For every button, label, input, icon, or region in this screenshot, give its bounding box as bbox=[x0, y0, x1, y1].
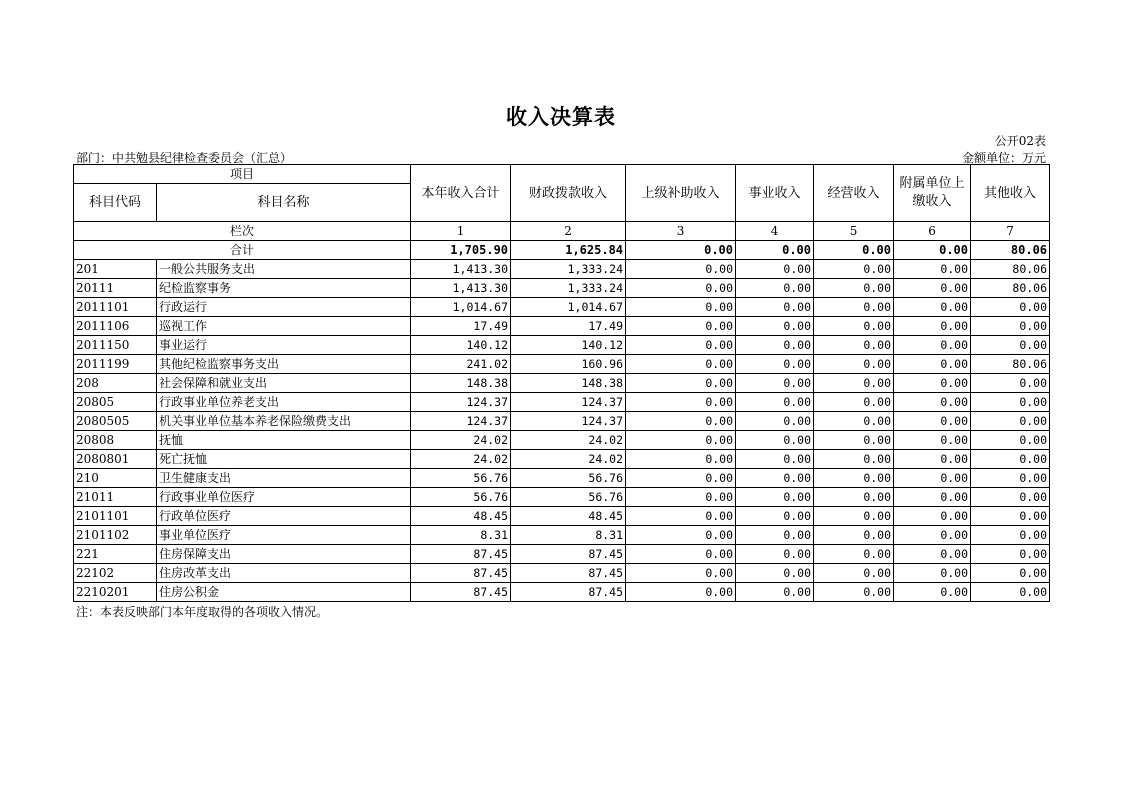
amount-cell: 0.00 bbox=[814, 507, 894, 526]
subject-name: 纪检监察事务 bbox=[157, 279, 411, 298]
amount-cell: 0.00 bbox=[626, 545, 736, 564]
amount-cell: 0.00 bbox=[626, 336, 736, 355]
amount-cell: 0.00 bbox=[894, 469, 971, 488]
subject-name: 事业运行 bbox=[157, 336, 411, 355]
amount-cell: 17.49 bbox=[411, 317, 511, 336]
table-row bbox=[74, 431, 1050, 450]
amount-cell: 0.00 bbox=[894, 488, 971, 507]
amount-cell: 0.00 bbox=[814, 412, 894, 431]
amount-cell: 0.00 bbox=[894, 393, 971, 412]
amount-cell: 0.00 bbox=[814, 564, 894, 583]
amount-cell: 0.00 bbox=[814, 450, 894, 469]
subject-code: 20111 bbox=[74, 279, 157, 298]
amount-cell: 0.00 bbox=[626, 450, 736, 469]
total-value: 80.06 bbox=[971, 241, 1050, 260]
amount-cell: 0.00 bbox=[626, 526, 736, 545]
subject-name: 行政单位医疗 bbox=[157, 507, 411, 526]
subject-name: 抚恤 bbox=[157, 431, 411, 450]
amount-cell: 24.02 bbox=[511, 431, 626, 450]
income-table bbox=[73, 164, 1050, 602]
subject-name: 住房公积金 bbox=[157, 583, 411, 602]
amount-cell: 0.00 bbox=[736, 488, 814, 507]
amount-cell: 0.00 bbox=[736, 298, 814, 317]
header-col-3: 上级补助收入 bbox=[626, 165, 736, 222]
table-row bbox=[74, 298, 1050, 317]
amount-cell: 0.00 bbox=[971, 545, 1050, 564]
subject-code: 2101102 bbox=[74, 526, 157, 545]
table-row bbox=[74, 583, 1050, 602]
amount-cell: 0.00 bbox=[736, 279, 814, 298]
column-number: 5 bbox=[814, 222, 894, 241]
amount-cell: 0.00 bbox=[971, 412, 1050, 431]
amount-cell: 0.00 bbox=[626, 279, 736, 298]
column-number: 3 bbox=[626, 222, 736, 241]
table-row bbox=[74, 374, 1050, 393]
amount-cell: 0.00 bbox=[971, 583, 1050, 602]
amount-cell: 0.00 bbox=[894, 336, 971, 355]
total-value: 1,705.90 bbox=[411, 241, 511, 260]
header-col-6: 附属单位上缴收入 bbox=[894, 165, 971, 222]
amount-cell: 0.00 bbox=[971, 469, 1050, 488]
amount-cell: 124.37 bbox=[411, 412, 511, 431]
subject-name: 死亡抚恤 bbox=[157, 450, 411, 469]
amount-cell: 17.49 bbox=[511, 317, 626, 336]
amount-cell: 140.12 bbox=[411, 336, 511, 355]
amount-cell: 0.00 bbox=[736, 526, 814, 545]
header-name: 科目名称 bbox=[157, 184, 411, 222]
table-row bbox=[74, 393, 1050, 412]
subject-name: 巡视工作 bbox=[157, 317, 411, 336]
amount-cell: 0.00 bbox=[894, 317, 971, 336]
subject-name: 一般公共服务支出 bbox=[157, 260, 411, 279]
amount-cell: 0.00 bbox=[736, 412, 814, 431]
table-row bbox=[74, 279, 1050, 298]
amount-cell: 124.37 bbox=[511, 393, 626, 412]
amount-cell: 56.76 bbox=[511, 488, 626, 507]
total-value: 1,625.84 bbox=[511, 241, 626, 260]
amount-cell: 1,333.24 bbox=[511, 279, 626, 298]
amount-cell: 0.00 bbox=[626, 431, 736, 450]
amount-cell: 0.00 bbox=[736, 431, 814, 450]
amount-cell: 80.06 bbox=[971, 279, 1050, 298]
column-number: 2 bbox=[511, 222, 626, 241]
total-value: 0.00 bbox=[894, 241, 971, 260]
amount-cell: 1,333.24 bbox=[511, 260, 626, 279]
amount-cell: 124.37 bbox=[511, 412, 626, 431]
amount-cell: 0.00 bbox=[971, 317, 1050, 336]
amount-cell: 56.76 bbox=[411, 469, 511, 488]
amount-cell: 0.00 bbox=[736, 374, 814, 393]
subject-code: 208 bbox=[74, 374, 157, 393]
table-row bbox=[74, 450, 1050, 469]
subject-code: 20805 bbox=[74, 393, 157, 412]
header-col-7: 其他收入 bbox=[971, 165, 1050, 222]
amount-cell: 0.00 bbox=[971, 431, 1050, 450]
header-col-5: 经营收入 bbox=[814, 165, 894, 222]
amount-cell: 0.00 bbox=[626, 583, 736, 602]
page-title: 收入决算表 bbox=[506, 105, 616, 129]
table-row bbox=[74, 545, 1050, 564]
subject-code: 21011 bbox=[74, 488, 157, 507]
amount-cell: 0.00 bbox=[894, 355, 971, 374]
table-row bbox=[74, 488, 1050, 507]
amount-cell: 24.02 bbox=[411, 450, 511, 469]
amount-cell: 0.00 bbox=[626, 260, 736, 279]
amount-cell: 148.38 bbox=[411, 374, 511, 393]
column-number: 7 bbox=[971, 222, 1050, 241]
table-row bbox=[74, 469, 1050, 488]
amount-cell: 1,014.67 bbox=[411, 298, 511, 317]
subject-code: 2011199 bbox=[74, 355, 157, 374]
amount-cell: 0.00 bbox=[971, 526, 1050, 545]
amount-cell: 0.00 bbox=[894, 374, 971, 393]
amount-cell: 0.00 bbox=[894, 260, 971, 279]
amount-cell: 0.00 bbox=[736, 583, 814, 602]
column-number-label: 栏次 bbox=[74, 222, 411, 241]
amount-cell: 0.00 bbox=[626, 393, 736, 412]
table-row bbox=[74, 412, 1050, 431]
amount-cell: 80.06 bbox=[971, 260, 1050, 279]
subject-code: 2080505 bbox=[74, 412, 157, 431]
total-value: 0.00 bbox=[626, 241, 736, 260]
department-label: 部门：中共勉县纪律检查委员会（汇总） bbox=[76, 151, 293, 165]
amount-cell: 140.12 bbox=[511, 336, 626, 355]
table-row bbox=[74, 355, 1050, 374]
subject-code: 2210201 bbox=[74, 583, 157, 602]
total-value: 0.00 bbox=[736, 241, 814, 260]
amount-cell: 0.00 bbox=[814, 583, 894, 602]
amount-cell: 0.00 bbox=[814, 393, 894, 412]
amount-cell: 0.00 bbox=[814, 298, 894, 317]
amount-cell: 56.76 bbox=[511, 469, 626, 488]
subject-name: 其他纪检监察事务支出 bbox=[157, 355, 411, 374]
amount-cell: 0.00 bbox=[626, 488, 736, 507]
amount-cell: 0.00 bbox=[971, 393, 1050, 412]
amount-cell: 0.00 bbox=[626, 374, 736, 393]
column-number: 1 bbox=[411, 222, 511, 241]
amount-cell: 56.76 bbox=[411, 488, 511, 507]
amount-cell: 0.00 bbox=[736, 260, 814, 279]
subject-code: 2101101 bbox=[74, 507, 157, 526]
amount-cell: 0.00 bbox=[894, 412, 971, 431]
subject-name: 机关事业单位基本养老保险缴费支出 bbox=[157, 412, 411, 431]
table-row bbox=[74, 507, 1050, 526]
header-code: 科目代码 bbox=[74, 184, 157, 222]
amount-cell: 0.00 bbox=[971, 298, 1050, 317]
amount-cell: 0.00 bbox=[814, 545, 894, 564]
amount-cell: 0.00 bbox=[814, 431, 894, 450]
table-row bbox=[74, 317, 1050, 336]
amount-cell: 0.00 bbox=[736, 317, 814, 336]
subject-code: 2080801 bbox=[74, 450, 157, 469]
table-row bbox=[74, 336, 1050, 355]
amount-cell: 0.00 bbox=[736, 545, 814, 564]
subject-code: 201 bbox=[74, 260, 157, 279]
amount-cell: 0.00 bbox=[814, 469, 894, 488]
amount-cell: 241.02 bbox=[411, 355, 511, 374]
table-row bbox=[74, 260, 1050, 279]
amount-cell: 87.45 bbox=[511, 564, 626, 583]
amount-cell: 160.96 bbox=[511, 355, 626, 374]
amount-cell: 0.00 bbox=[736, 450, 814, 469]
column-number: 6 bbox=[894, 222, 971, 241]
amount-cell: 0.00 bbox=[736, 336, 814, 355]
amount-cell: 0.00 bbox=[814, 355, 894, 374]
amount-cell: 8.31 bbox=[411, 526, 511, 545]
amount-cell: 0.00 bbox=[971, 336, 1050, 355]
amount-cell: 0.00 bbox=[814, 488, 894, 507]
subject-code: 20808 bbox=[74, 431, 157, 450]
subject-code: 2011150 bbox=[74, 336, 157, 355]
amount-cell: 0.00 bbox=[626, 298, 736, 317]
amount-cell: 0.00 bbox=[626, 355, 736, 374]
amount-cell: 0.00 bbox=[626, 412, 736, 431]
amount-cell: 0.00 bbox=[971, 450, 1050, 469]
amount-cell: 0.00 bbox=[814, 279, 894, 298]
total-value: 0.00 bbox=[814, 241, 894, 260]
subject-name: 住房保障支出 bbox=[157, 545, 411, 564]
amount-cell: 0.00 bbox=[626, 317, 736, 336]
amount-cell: 0.00 bbox=[814, 526, 894, 545]
amount-cell: 0.00 bbox=[971, 507, 1050, 526]
amount-cell: 24.02 bbox=[511, 450, 626, 469]
amount-cell: 0.00 bbox=[894, 431, 971, 450]
amount-cell: 0.00 bbox=[814, 336, 894, 355]
amount-cell: 87.45 bbox=[511, 545, 626, 564]
amount-cell: 87.45 bbox=[411, 545, 511, 564]
subject-name: 行政事业单位养老支出 bbox=[157, 393, 411, 412]
form-number: 公开02表 bbox=[994, 134, 1046, 148]
subject-name: 社会保障和就业支出 bbox=[157, 374, 411, 393]
amount-unit-label: 金额单位：万元 bbox=[961, 151, 1046, 165]
subject-code: 210 bbox=[74, 469, 157, 488]
table-row bbox=[74, 526, 1050, 545]
subject-code: 2011106 bbox=[74, 317, 157, 336]
amount-cell: 0.00 bbox=[814, 260, 894, 279]
amount-cell: 0.00 bbox=[814, 317, 894, 336]
amount-cell: 0.00 bbox=[814, 374, 894, 393]
amount-cell: 0.00 bbox=[894, 279, 971, 298]
subject-code: 22102 bbox=[74, 564, 157, 583]
amount-cell: 1,413.30 bbox=[411, 279, 511, 298]
amount-cell: 0.00 bbox=[894, 507, 971, 526]
amount-cell: 87.45 bbox=[411, 564, 511, 583]
amount-cell: 0.00 bbox=[736, 564, 814, 583]
header-col-2: 财政拨款收入 bbox=[511, 165, 626, 222]
subject-name: 行政事业单位医疗 bbox=[157, 488, 411, 507]
amount-cell: 0.00 bbox=[626, 469, 736, 488]
table-row bbox=[74, 564, 1050, 583]
amount-cell: 148.38 bbox=[511, 374, 626, 393]
amount-cell: 0.00 bbox=[971, 374, 1050, 393]
amount-cell: 0.00 bbox=[736, 507, 814, 526]
header-col-4: 事业收入 bbox=[736, 165, 814, 222]
amount-cell: 87.45 bbox=[411, 583, 511, 602]
amount-cell: 0.00 bbox=[894, 450, 971, 469]
amount-cell: 0.00 bbox=[736, 355, 814, 374]
header-col-1: 本年收入合计 bbox=[411, 165, 511, 222]
amount-cell: 0.00 bbox=[894, 545, 971, 564]
amount-cell: 48.45 bbox=[511, 507, 626, 526]
amount-cell: 1,014.67 bbox=[511, 298, 626, 317]
subject-name: 卫生健康支出 bbox=[157, 469, 411, 488]
amount-cell: 0.00 bbox=[971, 564, 1050, 583]
amount-cell: 124.37 bbox=[411, 393, 511, 412]
amount-cell: 80.06 bbox=[971, 355, 1050, 374]
amount-cell: 0.00 bbox=[626, 564, 736, 583]
amount-cell: 0.00 bbox=[894, 564, 971, 583]
amount-cell: 87.45 bbox=[511, 583, 626, 602]
amount-cell: 0.00 bbox=[626, 507, 736, 526]
subject-name: 住房改革支出 bbox=[157, 564, 411, 583]
subject-name: 行政运行 bbox=[157, 298, 411, 317]
amount-cell: 0.00 bbox=[894, 526, 971, 545]
subject-name: 事业单位医疗 bbox=[157, 526, 411, 545]
amount-cell: 0.00 bbox=[971, 488, 1050, 507]
amount-cell: 0.00 bbox=[894, 583, 971, 602]
amount-cell: 0.00 bbox=[736, 393, 814, 412]
subject-code: 221 bbox=[74, 545, 157, 564]
subject-code: 2011101 bbox=[74, 298, 157, 317]
amount-cell: 48.45 bbox=[411, 507, 511, 526]
amount-cell: 1,413.30 bbox=[411, 260, 511, 279]
total-label: 合计 bbox=[74, 241, 411, 260]
header-project: 项目 bbox=[74, 165, 411, 184]
amount-cell: 8.31 bbox=[511, 526, 626, 545]
amount-cell: 24.02 bbox=[411, 431, 511, 450]
table-note: 注：本表反映部门本年度取得的各项收入情况。 bbox=[76, 605, 329, 619]
amount-cell: 0.00 bbox=[736, 469, 814, 488]
amount-cell: 0.00 bbox=[894, 298, 971, 317]
column-number: 4 bbox=[736, 222, 814, 241]
